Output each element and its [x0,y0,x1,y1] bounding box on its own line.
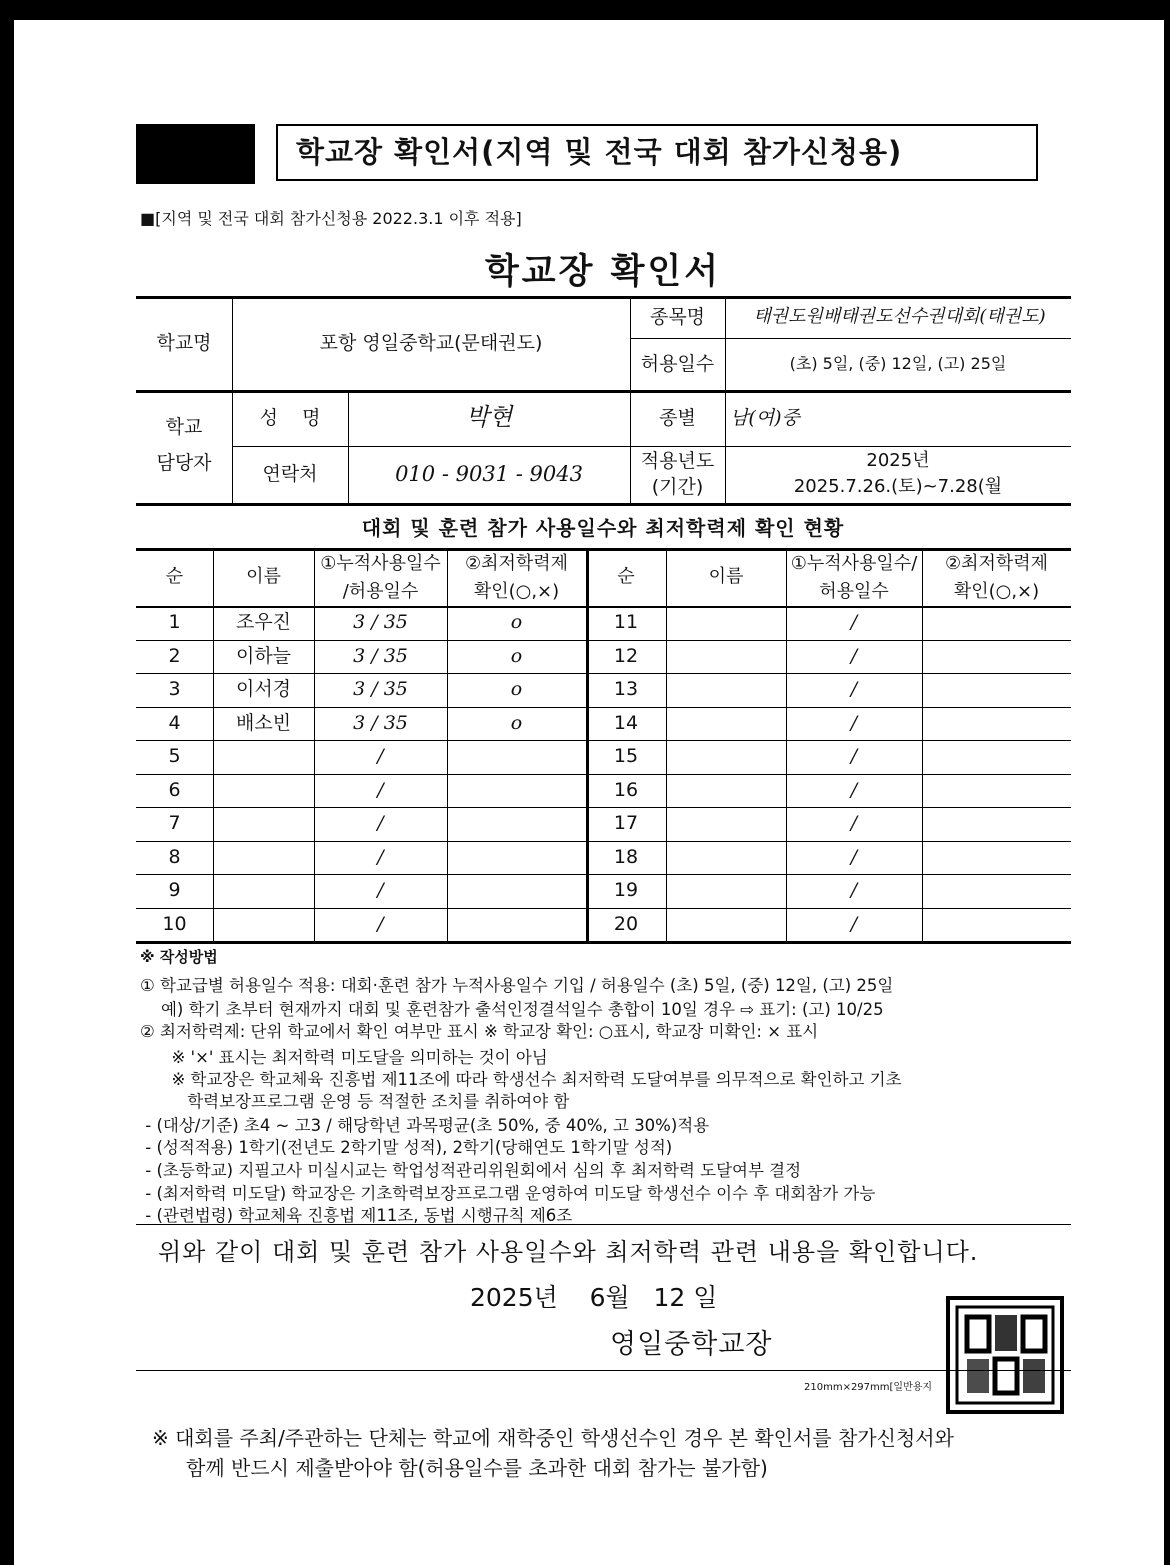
allowed-days-value: (초) 5일, (중) 12일, (고) 25일 [789,353,1007,373]
row-student-name [666,874,786,908]
allowed-days-label: 허용일수 [640,352,715,375]
footnote-line2: 함께 반드시 제출받아야 함(허용일수를 초과한 대회 참가는 불가함) [186,1456,768,1480]
row-min-academic-check [922,606,1071,640]
header-days-right-line1: ①누적사용일수/ [790,553,918,575]
contact-label: 연락처 [262,463,318,486]
method-line: 예) 학기 초부터 현재까지 대회 및 훈련참가 출석인정결석일수 총합이 10일 경우 ⇨ 표기: (고) 10/25 [140,1000,884,1019]
period-value: 2025.7.26.(토)~7.28(월 [793,476,1003,498]
row-used-days: / [377,745,384,768]
row-seq: 18 [613,845,639,868]
row-seq: 20 [613,912,639,935]
row-student-name [213,740,314,774]
official-seal [946,1296,1064,1414]
row-used-days: / [377,912,384,935]
row-min-academic-check [447,874,586,908]
row-seq: 8 [168,845,181,868]
method-title: ※ 작성방법 [140,948,218,966]
header-days-right-line2: 허용일수 [819,581,889,603]
row-used-days: / [377,812,384,835]
method-line: ① 학교급별 허용일수 적용: 대회·훈련 참가 누적사용일수 기입 / 허용일수 (초) 5일, (중) 12일, (고) 25일 [140,976,894,995]
row-student-name: 조우진 [235,611,292,634]
gender-value: 남(여)중 [730,406,800,429]
row-min-academic-check [922,707,1071,741]
page-title: 학교장 확인서 [484,252,722,292]
row-student-name [666,807,786,841]
row-student-name [666,774,786,808]
row-min-academic-check [447,740,586,774]
event-name-value: 태권도원배태권도선수권대회(태권도) [753,306,1046,328]
issue-date [470,1278,717,1314]
footnote-line1: ※ 대회를 주최/주관하는 단체는 학교에 재학중인 학생선수인 경우 본 확인서를 참가신청서와 [152,1426,954,1450]
row-min-academic-check: o [510,678,523,701]
status-section-title: 대회 및 훈련 참가 사용일수와 최저학력제 확인 현황 [361,516,845,540]
paper-size-label: 210mm×297mm[일반용지 [804,1382,933,1393]
row-min-academic-check [922,807,1071,841]
header-check-left-line2: 확인(○,×) [473,581,560,603]
row-used-days: / [850,912,858,935]
row-used-days: 3 / 35 [353,611,408,634]
row-seq: 15 [613,745,639,768]
row-student-name [213,774,314,808]
method-line: - (성적적용) 1학기(전년도 2학기말 성적), 2학기(당해연도 1학기말 성적) [140,1138,673,1157]
row-min-academic-check: o [510,711,523,734]
row-used-days: / [850,845,858,868]
header-name-left: 이름 [246,566,281,588]
row-used-days: / [377,845,384,868]
row-student-name: 배소빈 [235,711,292,734]
method-line: - (초등학교) 지필고사 미실시교는 학업성적관리위원회에서 심의 후 최저학력 도달여부 결정 [140,1161,802,1180]
row-min-academic-check [922,874,1071,908]
school-name-value: 포항 영일중학교(문태권도) [319,331,543,354]
application-notice: ■[지역 및 전국 대회 참가신청용 2022.3.1 이후 적용] [140,209,522,228]
row-used-days: 3 / 35 [353,644,408,667]
info-table-bottom-border [136,503,1071,506]
row-student-name [666,740,786,774]
scan-border-top [0,0,1170,20]
contact-value: 010 - 9031 - 9043 [395,461,583,486]
school-name-label: 학교명 [156,331,212,354]
document-header-title: 학교장 확인서(지역 및 전국 대회 참가신청용) [276,124,1038,181]
row-min-academic-check [922,740,1071,774]
row-min-academic-check [922,908,1071,942]
header-seq-right: 순 [617,566,635,588]
row-used-days: / [850,745,858,768]
manager-label-line2: 담당자 [156,451,212,474]
row-student-name [213,841,314,875]
row-min-academic-check: o [510,611,523,634]
header-days-left-line1: ①누적사용일수 [320,553,441,575]
row-seq: 6 [168,778,181,801]
row-seq: 12 [613,644,639,667]
row-seq: 1 [168,611,181,634]
scan-border-right [1164,0,1170,1565]
row-min-academic-check [922,841,1071,875]
principal-signature-line: 영일중학교장 [610,1329,773,1360]
table-bottom-border [136,941,1071,944]
row-used-days: / [377,879,384,902]
confirmation-statement: 위와 같이 대회 및 훈련 참가 사용일수와 최저학력 관련 내용을 확인합니다. [158,1238,979,1266]
row-seq: 17 [613,812,639,835]
row-used-days: / [850,812,858,835]
row-used-days: / [850,778,858,801]
row-seq: 13 [613,678,639,701]
method-line: ※ '×' 표시는 최저학력 미도달을 의미하는 것이 아님 [140,1048,548,1067]
manager-name-label: 성 명 [259,406,321,429]
row-student-name [666,640,786,674]
row-student-name: 이서경 [235,678,292,701]
row-student-name [666,606,786,640]
row-student-name [666,707,786,741]
row-used-days: / [850,678,858,701]
row-min-academic-check [922,640,1071,674]
row-min-academic-check [447,841,586,875]
row-used-days: / [850,711,858,734]
header-days-left-line2: /허용일수 [342,581,419,603]
scan-border-left [0,0,14,1565]
row-seq: 11 [613,611,639,634]
manager-signature: 박현 [465,403,513,432]
row-seq: 4 [168,711,181,734]
row-seq: 10 [162,912,187,935]
row-used-days: / [850,879,858,902]
method-line: - (관련법령) 학교체육 진흥법 제11조, 동법 시행규칙 제6조 [140,1206,573,1225]
row-used-days: / [850,644,858,667]
header-check-left-line1: ②최저학력제 [464,553,569,575]
row-student-name [666,673,786,707]
manager-label-line1: 학교 [165,415,203,438]
row-min-academic-check [447,807,586,841]
row-min-academic-check: o [510,644,523,667]
method-line: - (대상/기준) 초4 ~ 고3 / 해당학년 과목평균(초 50%, 중 40%, 고 30%)적용 [140,1116,710,1135]
row-student-name [666,908,786,942]
row-seq: 9 [168,879,181,902]
row-student-name [213,874,314,908]
method-line: ※ 학교장은 학교체육 진흥법 제11조에 따라 학생선수 최저학력 도달여부를 의무적으로 확인하고 기초 [140,1070,902,1089]
row-seq: 2 [168,644,181,667]
row-min-academic-check [447,908,586,942]
date-month: 6월 [589,1283,630,1312]
row-used-days: / [850,611,858,634]
info-table-rule [630,446,1071,447]
row-min-academic-check [447,774,586,808]
header-check-right-line1: ②최저학력제 [944,553,1049,575]
date-day: 12 일 [653,1283,718,1312]
row-student-name [666,841,786,875]
row-student-name: 이하늘 [235,644,292,667]
row-student-name [213,908,314,942]
row-seq: 5 [168,745,181,768]
year-label-line2: (기간) [651,475,704,498]
row-used-days: 3 / 35 [353,711,408,734]
event-name-label: 종목명 [649,305,706,328]
method-line: 학력보장프로그램 운영 등 적절한 조치를 취하여야 함 [140,1092,570,1111]
gender-label: 종별 [659,406,696,429]
row-min-academic-check [922,774,1071,808]
row-seq: 7 [168,812,181,835]
footer-rule [136,1370,1071,1371]
seal-icon [953,1303,1057,1407]
method-line: - (최저학력 미도달) 학교장은 기초학력보장프로그램 운영하여 미도달 학생선수 이수 후 대회참가 가능 [140,1184,876,1203]
row-seq: 19 [613,879,639,902]
row-seq: 16 [613,778,639,801]
year-label-line1: 적용년도 [640,449,715,472]
header-check-right-line2: 확인(○,×) [953,581,1040,603]
row-student-name [213,807,314,841]
method-bottom-rule [136,1224,1071,1225]
date-year: 2025년 [470,1283,558,1312]
row-used-days: / [377,778,384,801]
header-seq-left: 순 [165,566,184,588]
row-seq: 3 [168,678,181,701]
method-line: ② 최저학력제: 단위 학교에서 확인 여부만 표시 ※ 학교장 확인: ○표시, 학교장 미확인: × 표시 [140,1022,819,1041]
row-min-academic-check [922,673,1071,707]
header-name-right: 이름 [708,566,744,588]
row-seq: 14 [613,711,639,734]
year-value: 2025년 [866,450,930,472]
redacted-block [136,124,255,184]
row-used-days: 3 / 35 [353,678,408,701]
